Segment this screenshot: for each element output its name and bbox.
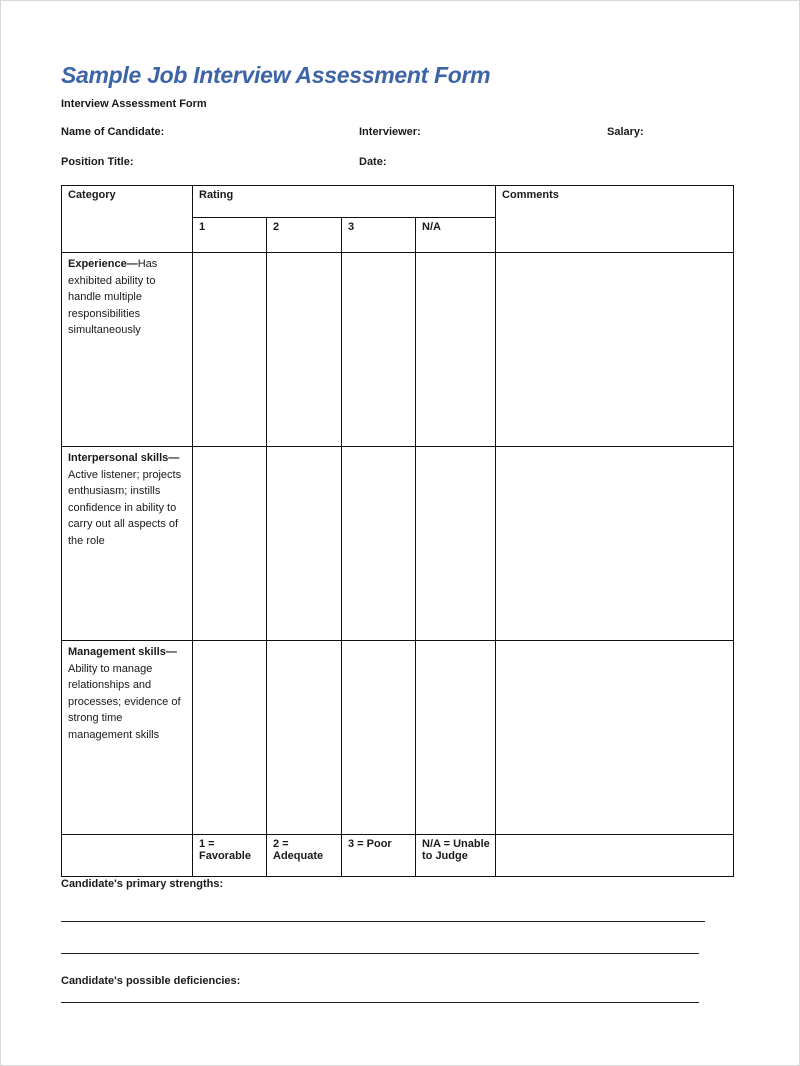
deficiencies-label: Candidate's possible deficiencies: <box>61 975 241 987</box>
rating-col-3: 3 <box>342 218 416 253</box>
comments-header: Comments <box>496 186 734 253</box>
rating-col-2: 2 <box>267 218 342 253</box>
legend-adequate: 2 = Adequate <box>267 835 342 877</box>
category-cell <box>62 641 193 835</box>
form-title: Sample Job Interview Assessment Form <box>61 62 491 88</box>
category-description: Ability to manage relationships and processes; evidence of strong time management skills <box>68 662 181 741</box>
category-description: Active listener; projects enthusiasm; instills confidence in ability to carry out all aspects of the role <box>68 468 182 547</box>
category-dash: — <box>126 258 138 270</box>
rating-cell[interactable] <box>342 447 416 641</box>
category-name: Experience <box>68 258 127 270</box>
legend-blank-cell <box>62 835 193 877</box>
rating-cell[interactable] <box>193 641 267 835</box>
comments-cell[interactable] <box>496 253 734 447</box>
rating-col-1: 1 <box>193 218 267 253</box>
legend-na: N/A = Unable to Judge <box>416 835 496 877</box>
legend-row <box>62 835 734 877</box>
rating-cell[interactable] <box>342 253 416 447</box>
name-of-candidate-label: Name of Candidate: <box>61 126 165 138</box>
salary-label: Salary: <box>607 126 644 138</box>
interviewer-label: Interviewer: <box>359 126 421 138</box>
category-cell <box>62 253 193 447</box>
rating-cell[interactable] <box>267 641 342 835</box>
legend-blank-cell <box>496 835 734 877</box>
rating-cell[interactable] <box>342 641 416 835</box>
comments-cell[interactable] <box>496 641 734 835</box>
table-row <box>62 447 734 641</box>
category-name: Interpersonal skills <box>68 452 169 464</box>
category-name: Management skills <box>68 646 166 658</box>
form-subtitle: Interview Assessment Form <box>61 98 207 110</box>
strengths-label: Candidate's primary strengths: <box>61 878 224 890</box>
rating-cell[interactable] <box>416 447 496 641</box>
rating-cell[interactable] <box>193 447 267 641</box>
rating-cell[interactable] <box>416 641 496 835</box>
table-row <box>62 641 734 835</box>
rating-col-na: N/A <box>416 218 496 253</box>
assessment-table <box>61 185 734 877</box>
category-dash: — <box>168 452 180 464</box>
rating-cell[interactable] <box>267 253 342 447</box>
deficiencies-line[interactable] <box>61 1002 699 1003</box>
legend-poor: 3 = Poor <box>342 835 416 877</box>
category-dash: — <box>165 646 177 658</box>
strengths-line[interactable] <box>61 953 699 954</box>
strengths-line[interactable] <box>61 921 705 922</box>
position-title-label: Position Title: <box>61 156 134 168</box>
table-row <box>62 253 734 447</box>
category-cell <box>62 447 193 641</box>
rating-cell[interactable] <box>416 253 496 447</box>
comments-cell[interactable] <box>496 447 734 641</box>
date-label: Date: <box>359 156 387 168</box>
rating-cell[interactable] <box>193 253 267 447</box>
rating-cell[interactable] <box>267 447 342 641</box>
category-description: Has exhibited ability to handle multiple responsibilities simultaneously <box>68 258 158 336</box>
rating-header: Rating <box>193 186 496 218</box>
category-header: Category <box>62 186 193 253</box>
legend-favorable: 1 = Favorable <box>193 835 267 877</box>
